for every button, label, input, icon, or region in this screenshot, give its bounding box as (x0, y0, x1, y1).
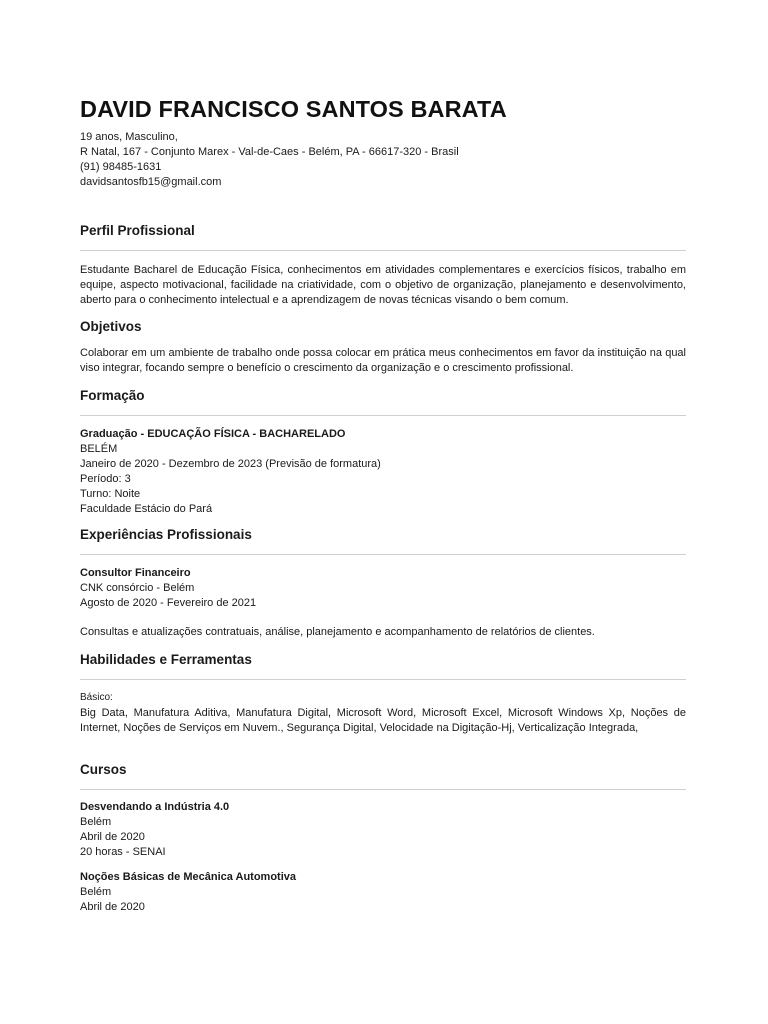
candidate-name: DAVID FRANCISCO SANTOS BARATA (80, 96, 507, 122)
section-title-perfil: Perfil Profissional (80, 223, 195, 238)
course-institution: Faculdade Estácio do Pará (80, 503, 213, 515)
course-dates: Janeiro de 2020 - Dezembro de 2023 (Previsão de formatura) (80, 458, 381, 470)
section-title-objetivos: Objetivos (80, 319, 142, 334)
course-item-date: Abril de 2020 (80, 831, 145, 843)
course-shift: Turno: Noite (80, 488, 141, 500)
section-title-cursos: Cursos (80, 762, 127, 777)
email: davidsantosfb15@gmail.com (80, 176, 222, 188)
course-title: Graduação - EDUCAÇÃO FÍSICA - BACHARELADO (80, 428, 346, 440)
course-item-name: Noções Básicas de Mecânica Automotiva (80, 871, 297, 883)
contact-info (80, 130, 459, 190)
course-item-city: Belém (80, 886, 112, 898)
address: R Natal, 167 - Conjunto Marex - Val-de-Caes - Belém, PA - 66617-320 - Brasil (80, 146, 459, 158)
section-divider (80, 250, 686, 251)
course-item (80, 800, 686, 860)
section-divider (80, 789, 686, 790)
section-title-habilidades: Habilidades e Ferramentas (80, 652, 252, 667)
course-period: Período: 3 (80, 473, 131, 485)
course-item-date: Abril de 2020 (80, 901, 145, 913)
course-city: BELÉM (80, 443, 118, 455)
course-item-city: Belém (80, 816, 112, 828)
phone: (91) 98485-1631 (80, 161, 162, 173)
formacao-entry (80, 427, 686, 517)
experience-entry (80, 566, 686, 611)
job-dates: Agosto de 2020 - Fevereiro de 2021 (80, 597, 257, 609)
section-divider (80, 679, 686, 680)
section-divider (80, 554, 686, 555)
course-item (80, 870, 686, 915)
section-divider (80, 415, 686, 416)
job-description: Consultas e atualizações contratuais, análise, planejamento e acompanhamento de relatórios de clientes. (80, 626, 595, 638)
job-role: Consultor Financeiro (80, 567, 191, 579)
objetivos-text: Colaborar em um ambiente de trabalho onde possa colocar em prática meus conhecimentos em favor da instituição na qual viso integrar, focando sempre o benefício o crescimento da organização e o crescimento profissional. (80, 347, 686, 374)
skills-list: Big Data, Manufatura Aditiva, Manufatura Digital, Microsoft Word, Microsoft Excel, Microsoft Windows Xp, Noções de Internet, Noções de Serviços em Nuvem., Segurança Digital, Velocidade na Digitação-Hj, Verticalização Integrada, (80, 707, 686, 734)
perfil-text: Estudante Bacharel de Educação Física, conhecimentos em atividades complementares e exercícios físicos, trabalho em equipe, aspecto motivacional, facilidade na criatividade, com o objetivo de organização, planejamento e desenvolvimento, aberto para o conhecimento intelectual e a aprendizagem de novas técnicas visando o bem comum. (80, 264, 686, 306)
job-company: CNK consórcio - Belém (80, 582, 195, 594)
skills-level: Básico: (80, 692, 113, 703)
section-title-formacao: Formação (80, 388, 145, 403)
course-item-name: Desvendando a Indústria 4.0 (80, 801, 230, 813)
section-title-experiencias: Experiências Profissionais (80, 527, 252, 542)
personal-details: 19 anos, Masculino, (80, 131, 178, 143)
course-item-hours: 20 horas - SENAI (80, 846, 166, 858)
